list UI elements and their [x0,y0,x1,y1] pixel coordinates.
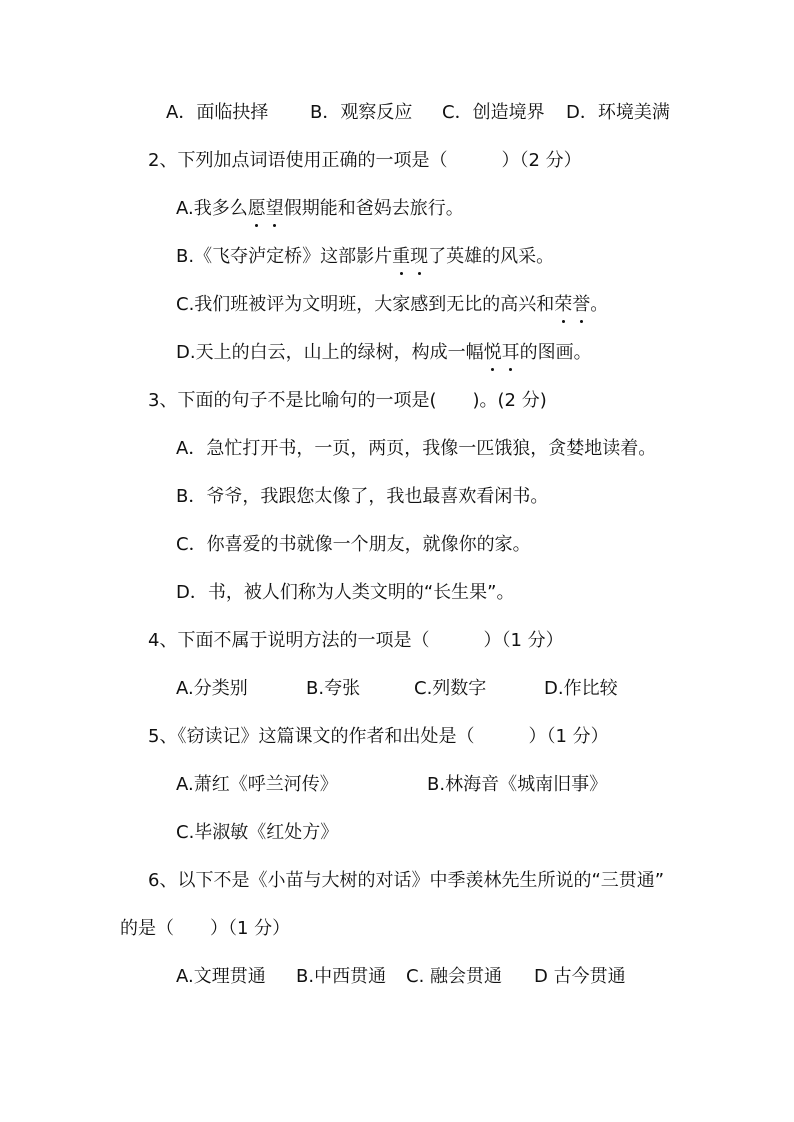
q4-option-d: D.作比较 [544,678,618,699]
q6-option-d: D 古今贯通 [534,966,626,987]
emphasis-dot-char: 重 [392,246,411,267]
emphasis-dot-char: 悦 [483,342,502,363]
q5-option-b: B.林海音《城南旧事》 [427,774,608,795]
q5-option-c: C.毕淑敏《红处方》 [176,822,339,843]
q6-option-c: C. 融会贯通 [406,966,503,987]
q1-option-a: A．面临抉择 [166,102,269,123]
q6-option-a: A.文理贯通 [176,966,266,987]
q5-stem: 5、《窃读记》这篇课文的作者和出处是（ ）（1 分） [148,726,609,747]
emphasis-dot-char: 誉 [572,294,591,315]
q6-stem-line1: 6、以下不是《小苗与大树的对话》中季羡林先生所说的“三贯通” [148,870,665,891]
q2-option-c: C.我们班被评为文明班，大家感到无比的高兴和荣誉。 [176,294,609,315]
q2-option-d: D.天上的白云，山上的绿树，构成一幅悦耳的图画。 [176,342,592,363]
q2-option-b: B.《飞夺泸定桥》这部影片重现了英雄的风采。 [176,246,555,267]
q2-stem: 2、下列加点词语使用正确的一项是（ ）（2 分） [148,150,582,171]
q4-stem: 4、下面不属于说明方法的一项是（ ）（1 分） [148,630,564,651]
q4-option-a: A.分类别 [176,678,248,699]
q1-option-c: C．创造境界 [442,102,545,123]
emphasis-dot-char: 愿 [247,198,266,219]
q3-option-b: B．爷爷，我跟您太像了，我也最喜欢看闲书。 [176,486,549,507]
q3-option-c: C．你喜爱的书就像一个朋友，就像你的家。 [176,534,531,555]
emphasis-dot-char: 望 [265,198,284,219]
q5-option-a: A.萧红《呼兰河传》 [176,774,338,795]
q4-option-c: C.列数字 [414,678,487,699]
q6-option-b: B.中西贯通 [296,966,387,987]
q2-option-a: A.我多么愿望假期能和爸妈去旅行。 [176,198,464,219]
emphasis-dot-char: 耳 [501,342,520,363]
q1-option-b: B．观察反应 [310,102,413,123]
emphasis-dot-char: 荣 [554,294,573,315]
q4-option-b: B.夸张 [306,678,361,699]
emphasis-dot-char: 现 [410,246,429,267]
q1-option-d: D．环境美满 [566,102,670,123]
q3-option-a: A．急忙打开书，一页，两页，我像一匹饿狼，贪婪地读着。 [176,438,657,459]
q6-stem-line2: 的是（ ）（1 分） [120,918,291,939]
q3-option-d: D．书，被人们称为人类文明的“长生果”。 [176,582,515,603]
q3-stem: 3、下面的句子不是比喻句的一项是( )。(2 分) [148,390,547,411]
